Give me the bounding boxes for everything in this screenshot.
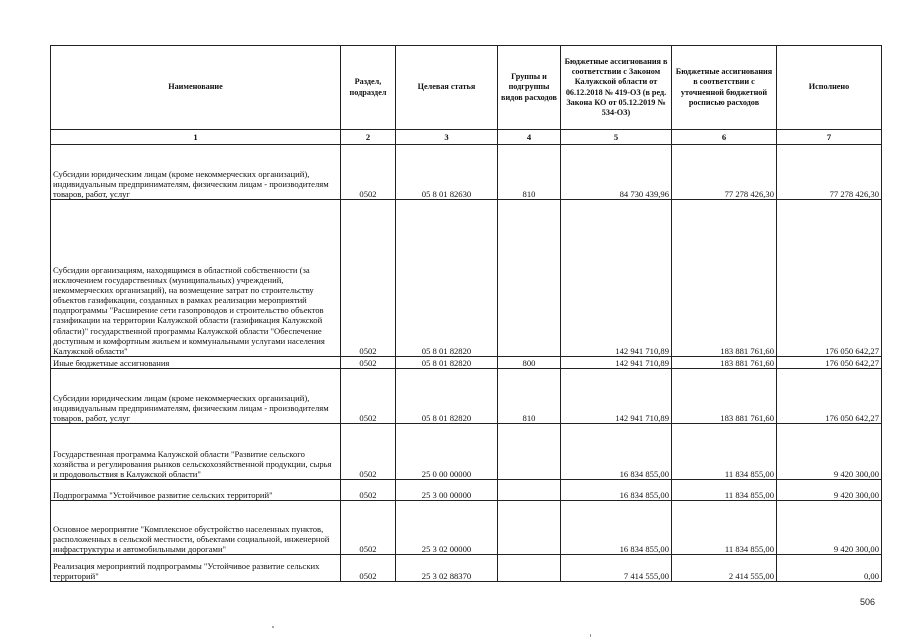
row-refined-amount: 183 881 761,60 [672,357,777,369]
row-name: Подпрограмма "Устойчивое развитие сельских территорий" [51,480,341,501]
row-section: 0502 [341,501,396,555]
table-row [51,145,882,200]
header-refined-allocation: Бюджетные ассигнования в соответствии с уточненной бюджетной росписью расходов [672,46,777,130]
row-group [498,501,561,555]
row-law-amount: 7 414 555,00 [561,555,672,582]
row-law-amount: 84 730 439,96 [561,145,672,200]
row-section: 0502 [341,424,396,480]
table-row [51,357,882,369]
row-name: Субсидии организациям, находящимся в областной собственности (за исключением государственных (муниципальных) учреждений, некоммерческих организаций), на возмещение затрат по строительству объектов газификации, созданных в рамках реализации мероприятий подпрограммы "Расширение сети газопроводов и строительство объектов газификации на территории Калужской области (газификация Калужской области)" государственной программы Калужской области "Обеспечение доступным и комфортным жильем и коммунальными услугами населения Калужской области" [51,200,341,357]
row-law-amount: 142 941 710,89 [561,357,672,369]
column-number: 6 [672,130,777,145]
row-section: 0502 [341,480,396,501]
table-row [51,200,882,357]
row-group [498,480,561,501]
row-law-amount: 142 941 710,89 [561,369,672,424]
row-law-amount: 16 834 855,00 [561,501,672,555]
row-section: 0502 [341,555,396,582]
row-target: 05 8 01 82820 [396,200,498,357]
row-target: 05 8 01 82630 [396,145,498,200]
row-name: Реализация мероприятий подпрограммы "Устойчивое развитие сельских территорий" [51,555,341,582]
row-refined-amount: 11 834 855,00 [672,501,777,555]
row-refined-amount: 183 881 761,60 [672,200,777,357]
table-body [51,145,882,582]
column-number: 1 [51,130,341,145]
header-section: Раздел, подраздел [341,46,396,130]
row-target: 05 8 01 82820 [396,357,498,369]
table-row [51,555,882,582]
row-executed-amount: 9 420 300,00 [777,501,882,555]
row-name: Государственная программа Калужской области "Развитие сельского хозяйства и регулирования рынков сельскохозяйственной продукции, сырья и продовольствия в Калужской области" [51,424,341,480]
column-number: 3 [396,130,498,145]
scan-speck [590,634,591,637]
row-refined-amount: 11 834 855,00 [672,480,777,501]
page-number: 506 [859,597,875,607]
row-name: Основное мероприятие "Комплексное обустройство населенных пунктов, расположенных в сельской местности, объектами социальной, инженерной инфраструктуры и автомобильными дорогами" [51,501,341,555]
row-executed-amount: 176 050 642,27 [777,200,882,357]
row-executed-amount: 176 050 642,27 [777,357,882,369]
header-name: Наименование [51,46,341,130]
header-row [51,46,882,130]
row-group [498,200,561,357]
row-executed-amount: 9 420 300,00 [777,480,882,501]
header-expense-group: Группы и подгруппы видов расходов [498,46,561,130]
row-group [498,424,561,480]
row-executed-amount: 0,00 [777,555,882,582]
table-row [51,501,882,555]
column-number-row [51,130,882,145]
row-refined-amount: 2 414 555,00 [672,555,777,582]
column-number: 5 [561,130,672,145]
row-refined-amount: 11 834 855,00 [672,424,777,480]
table-header [51,46,882,145]
row-section: 0502 [341,369,396,424]
scan-speck [272,626,274,628]
row-executed-amount: 77 278 426,30 [777,145,882,200]
row-refined-amount: 77 278 426,30 [672,145,777,200]
table-row [51,480,882,501]
row-name: Иные бюджетные ассигнования [51,357,341,369]
row-target: 25 3 00 00000 [396,480,498,501]
row-section: 0502 [341,145,396,200]
row-name: Субсидии юридическим лицам (кроме некоммерческих организаций), индивидуальным предпринимателям, физическим лицам - производителям товаров, работ, услуг [51,145,341,200]
column-number: 7 [777,130,882,145]
row-group: 810 [498,145,561,200]
row-target: 05 8 01 82820 [396,369,498,424]
row-law-amount: 142 941 710,89 [561,200,672,357]
row-executed-amount: 9 420 300,00 [777,424,882,480]
header-target-article: Целевая статья [396,46,498,130]
table-row [51,424,882,480]
row-section: 0502 [341,357,396,369]
row-group [498,555,561,582]
row-refined-amount: 183 881 761,60 [672,369,777,424]
header-law-allocation: Бюджетные ассигнования в соответствии с Законом Калужской области от 06.12.2018 № 419-ОЗ (в ред. Закона КО от 05.12.2019 № 534-ОЗ) [561,46,672,130]
row-law-amount: 16 834 855,00 [561,424,672,480]
row-group: 800 [498,357,561,369]
table-row [51,369,882,424]
header-executed: Исполнено [777,46,882,130]
row-target: 25 3 02 88370 [396,555,498,582]
column-number: 4 [498,130,561,145]
row-group: 810 [498,369,561,424]
column-number: 2 [341,130,396,145]
row-name: Субсидии юридическим лицам (кроме некоммерческих организаций), индивидуальным предпринимателям, физическим лицам - производителям товаров, работ, услуг [51,369,341,424]
budget-table [50,45,882,582]
row-law-amount: 16 834 855,00 [561,480,672,501]
row-target: 25 0 00 00000 [396,424,498,480]
row-target: 25 3 02 00000 [396,501,498,555]
row-section: 0502 [341,200,396,357]
row-executed-amount: 176 050 642,27 [777,369,882,424]
